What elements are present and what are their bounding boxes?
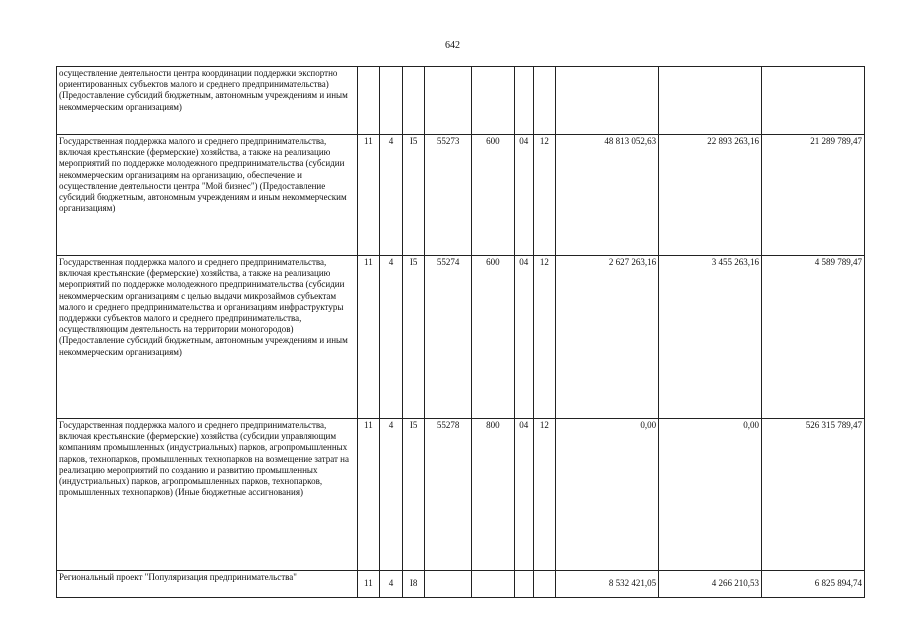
amount-year-3	[762, 67, 865, 135]
amount-year-1	[556, 67, 659, 135]
amount-year-2: 0,00	[659, 419, 762, 571]
code-project: I5	[402, 256, 425, 419]
code-expense-type	[471, 571, 514, 598]
code-subprogram: 4	[380, 571, 403, 598]
code-subsection: 12	[533, 135, 556, 256]
amount-year-1: 2 627 263,16	[556, 256, 659, 419]
amount-year-2: 4 266 210,53	[659, 571, 762, 598]
amount-year-3: 21 289 789,47	[762, 135, 865, 256]
page-number: 642	[445, 40, 460, 51]
amount-year-2	[659, 67, 762, 135]
code-direction	[425, 67, 471, 135]
code-section	[515, 571, 534, 598]
code-direction: 55278	[425, 419, 471, 571]
code-section: 04	[515, 419, 534, 571]
code-program: 11	[357, 256, 380, 419]
code-expense-type: 600	[471, 256, 514, 419]
row-description: Государственная поддержка малого и среднего предпринимательства, включая крестьянские (фермерские) хозяйства (субсидии управляющим компаниям промышленных (индустриальных) парков, агропромышленных парков, технопарков, промышленных технопарков на возмещение затрат на реализацию мероприятий по созданию и развитию промышленных (индустриальных) парков, агропромышленных парков, технопарков, промышленных технопарков) (Иные бюджетные ассигнования)	[57, 419, 358, 571]
code-program: 11	[357, 135, 380, 256]
code-section: 04	[515, 135, 534, 256]
table-row	[57, 67, 865, 135]
table-row	[57, 135, 865, 256]
table-row	[57, 256, 865, 419]
code-subsection: 12	[533, 256, 556, 419]
amount-year-3: 6 825 894,74	[762, 571, 865, 598]
code-program	[357, 67, 380, 135]
code-direction: 55273	[425, 135, 471, 256]
code-project: I5	[402, 135, 425, 256]
code-expense-type: 600	[471, 135, 514, 256]
amount-year-3: 526 315 789,47	[762, 419, 865, 571]
row-description: осуществление деятельности центра координации поддержки экспортно ориентированных субъектов малого и среднего предпринимательства) (Предоставление субсидий бюджетным, автономным учреждениям и иным некоммерческим организациям)	[57, 67, 358, 135]
code-project	[402, 67, 425, 135]
amount-year-3: 4 589 789,47	[762, 256, 865, 419]
amount-year-1: 0,00	[556, 419, 659, 571]
code-project: I5	[402, 419, 425, 571]
code-subprogram: 4	[380, 256, 403, 419]
amount-year-1: 8 532 421,05	[556, 571, 659, 598]
row-description: Государственная поддержка малого и среднего предпринимательства, включая крестьянские (фермерские) хозяйства, а также на реализацию мероприятий по поддержке молодежного предпринимательства (субсидии некоммерческим организациям с целью выдачи микрозаймов субъектам малого и среднего предпринимательства и организациям инфраструктуры поддержки субъектов малого и среднего предпринимательства, осуществляющим деятельность на территории моногородов) (Предоставление субсидий бюджетным, автономным учреждениям и иным некоммерческим организациям)	[57, 256, 358, 419]
code-subsection: 12	[533, 419, 556, 571]
amount-year-2: 22 893 263,16	[659, 135, 762, 256]
code-section	[515, 67, 534, 135]
code-subsection	[533, 571, 556, 598]
table-row	[57, 419, 865, 571]
budget-table	[56, 66, 865, 598]
code-project: I8	[402, 571, 425, 598]
code-program: 11	[357, 419, 380, 571]
row-description: Государственная поддержка малого и среднего предпринимательства, включая крестьянские (фермерские) хозяйства, а также на реализацию мероприятий по поддержке молодежного предпринимательства (субсидии некоммерческим организациям на организацию, обеспечение и осуществление деятельности центра "Мой бизнес") (Предоставление субсидий бюджетным, автономным учреждениям и иным некоммерческим организациям)	[57, 135, 358, 256]
code-section: 04	[515, 256, 534, 419]
code-subprogram: 4	[380, 135, 403, 256]
amount-year-1: 48 813 052,63	[556, 135, 659, 256]
code-direction	[425, 571, 471, 598]
code-expense-type: 800	[471, 419, 514, 571]
table-row	[57, 571, 865, 598]
code-subprogram	[380, 67, 403, 135]
code-subsection	[533, 67, 556, 135]
code-subprogram: 4	[380, 419, 403, 571]
amount-year-2: 3 455 263,16	[659, 256, 762, 419]
code-expense-type	[471, 67, 514, 135]
code-program: 11	[357, 571, 380, 598]
code-direction: 55274	[425, 256, 471, 419]
row-description: Региональный проект "Популяризация предпринимательства"	[57, 571, 358, 598]
